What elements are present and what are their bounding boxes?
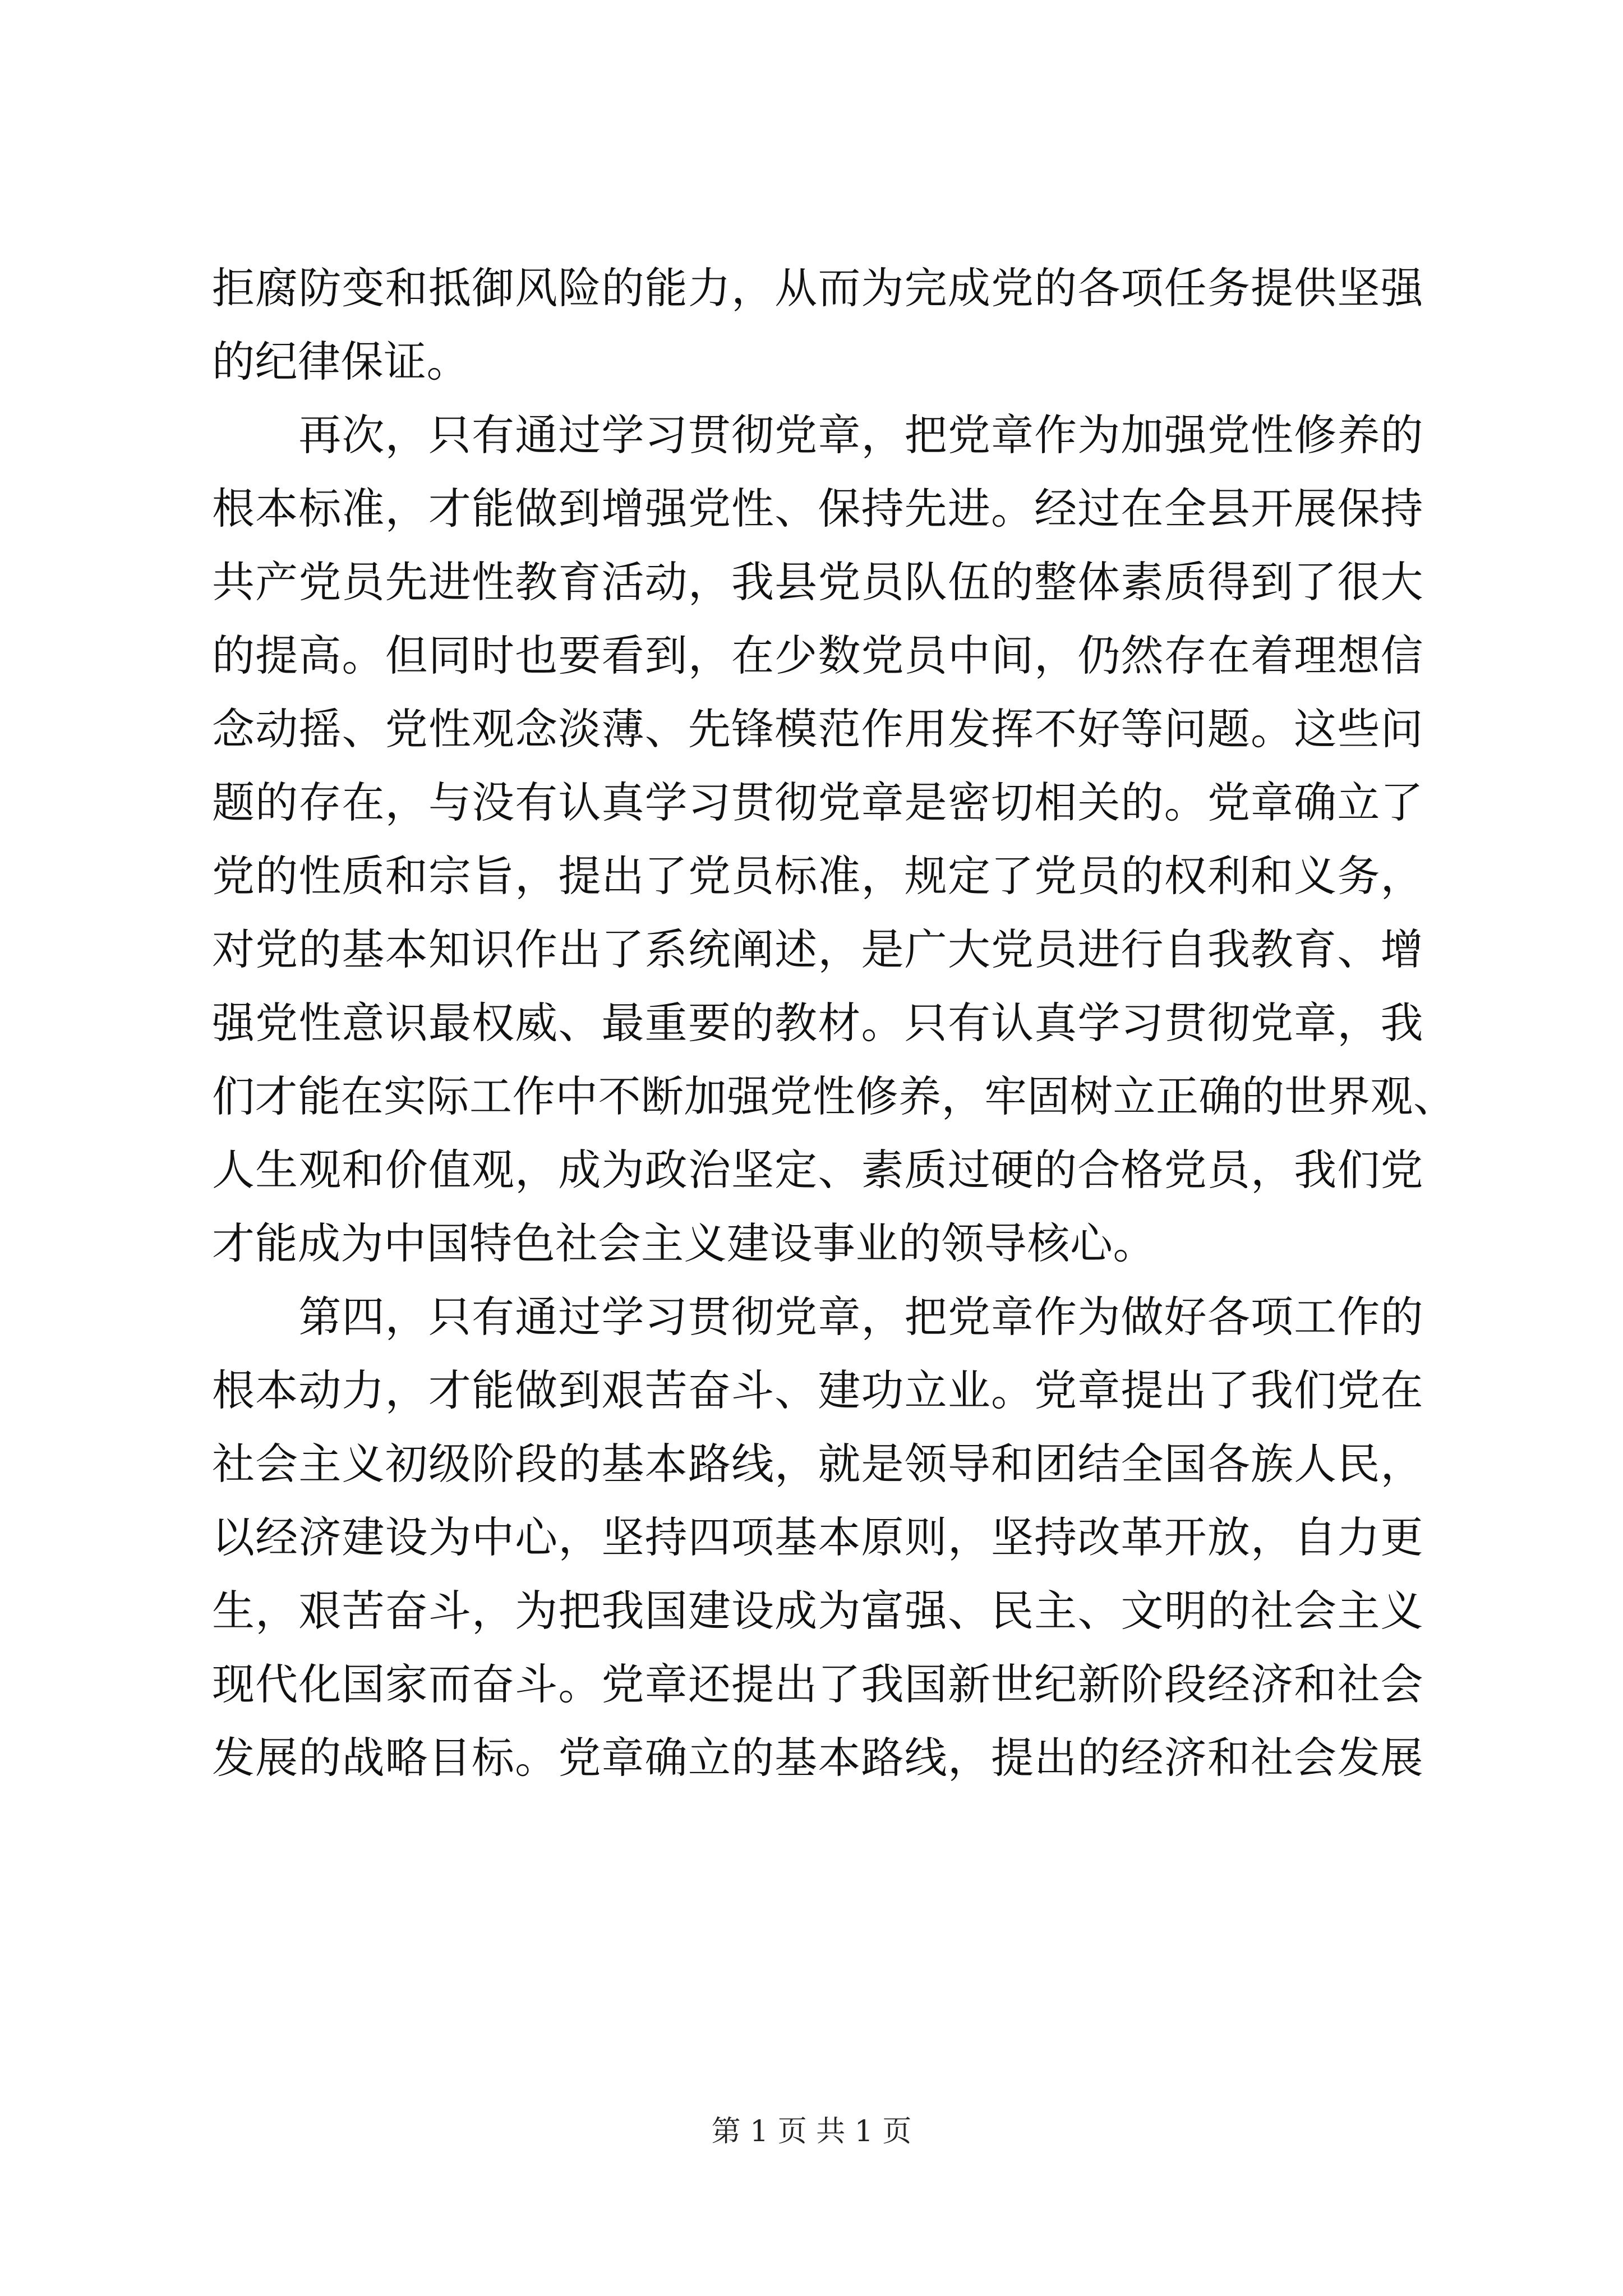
text-line: 生，艰苦奋斗，为把我国建设成为富强、民主、文明的社会主义: [212, 1586, 1423, 1636]
text-line: 的提高。但同时也要看到，在少数党员中间，仍然存在着理想信: [212, 631, 1423, 680]
body-text: [212, 251, 1456, 1795]
text-line: 的纪律保证。: [212, 337, 469, 386]
text-line: 再次，只有通过学习贯彻党章，把党章作为加强党性修养的: [212, 410, 1423, 460]
text-line: 强党性意识最权威、最重要的教材。只有认真学习贯彻党章，我: [212, 998, 1423, 1048]
text-line: 根本动力，才能做到艰苦奋斗、建功立业。党章提出了我们党在: [212, 1365, 1423, 1415]
text-line: 以经济建设为中心，坚持四项基本原则，坚持改革开放，自力更: [212, 1512, 1423, 1562]
text-line: 第四，只有通过学习贯彻党章，把党章作为做好各项工作的: [212, 1292, 1423, 1342]
text-line: 根本标准，才能做到增强党性、保持先进。经过在全县开展保持: [212, 484, 1423, 533]
text-line: 念动摇、党性观念淡薄、先锋模范作用发挥不好等问题。这些问: [212, 704, 1423, 754]
text-line: 人生观和价值观，成为政治坚定、素质过硬的合格党员，我们党: [212, 1145, 1423, 1195]
text-line: 拒腐防变和抵御风险的能力，从而为完成党的各项任务提供坚强: [212, 263, 1423, 313]
text-line: 才能成为中国特色社会主义建设事业的领导核心。: [212, 1218, 1156, 1268]
text-line: 题的存在，与没有认真学习贯彻党章是密切相关的。党章确立了: [212, 777, 1423, 827]
text-line: 们才能在实际工作中不断加强党性修养，牢固树立正确的世界观、: [212, 1071, 1456, 1121]
page-footer: [0, 2112, 1623, 2151]
page-number-label: 第 1 页 共 1 页: [711, 2115, 912, 2148]
text-line: 发展的战略目标。党章确立的基本路线，提出的经济和社会发展: [212, 1733, 1423, 1783]
text-line: 社会主义初级阶段的基本路线，就是领导和团结全国各族人民，: [212, 1439, 1423, 1489]
text-line: 党的性质和宗旨，提出了党员标准，规定了党员的权利和义务，: [212, 851, 1423, 901]
text-line: 现代化国家而奋斗。党章还提出了我国新世纪新阶段经济和社会: [212, 1659, 1423, 1709]
text-line: 对党的基本知识作出了系统阐述，是广大党员进行自我教育、增: [212, 924, 1423, 974]
text-line: 共产党员先进性教育活动，我县党员队伍的整体素质得到了很大: [212, 557, 1423, 607]
